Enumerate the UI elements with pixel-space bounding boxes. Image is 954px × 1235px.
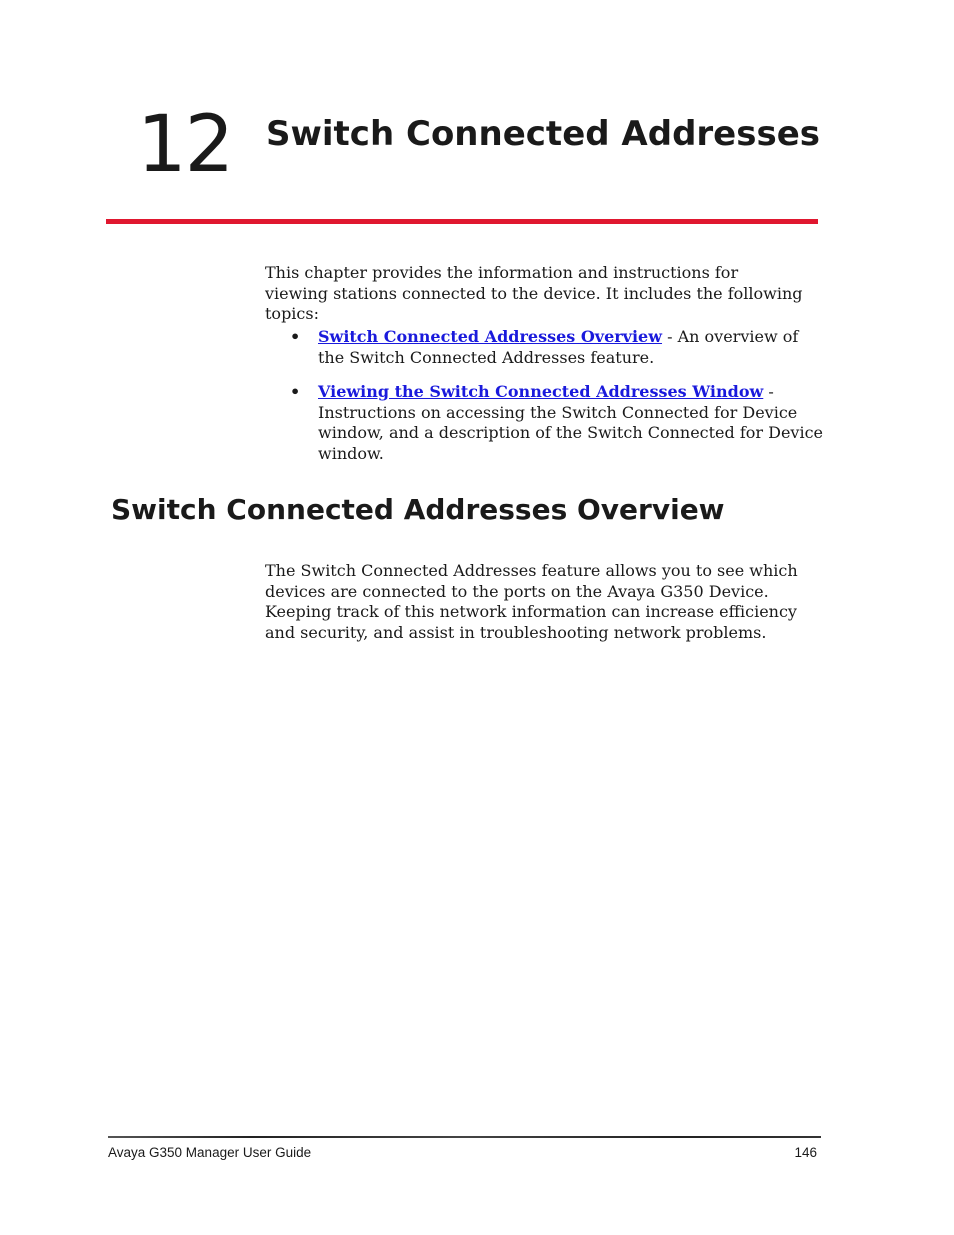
topic-list <box>265 327 825 478</box>
bullet: • <box>290 382 301 401</box>
intro-paragraph: This chapter provides the information and instructions for viewing stations connected to the device. It includes the following topics: <box>265 263 803 323</box>
section-paragraph: The Switch Connected Addresses feature allows you to see which devices are connected to the ports on the Avaya G350 Device. Keeping track of this network information can increase efficiency and security, and assist in troubleshooting network problems. <box>265 561 798 642</box>
footer-rule <box>108 1136 821 1138</box>
footer-guide-title: Avaya G350 Manager User Guide <box>108 1145 312 1160</box>
list-item <box>265 327 825 368</box>
bullet: • <box>290 327 301 346</box>
chapter-title-rule <box>106 219 818 224</box>
topic-link-viewing-window[interactable]: Viewing the Switch Connected Addresses Window <box>318 382 764 401</box>
footer-page-number: 146 <box>794 1145 817 1160</box>
list-item <box>265 382 825 464</box>
topic-description: - An overview of the Switch Connected Addresses feature. <box>318 327 799 367</box>
section-heading: Switch Connected Addresses Overview <box>111 493 725 526</box>
topic-description: - Instructions on accessing the Switch Connected for Device window, and a description of the Switch Connected for Device window. <box>318 382 824 463</box>
chapter-title: Switch Connected Addresses <box>266 114 821 154</box>
topic-link-overview[interactable]: Switch Connected Addresses Overview <box>318 327 663 346</box>
chapter-number: 12 <box>137 100 233 190</box>
